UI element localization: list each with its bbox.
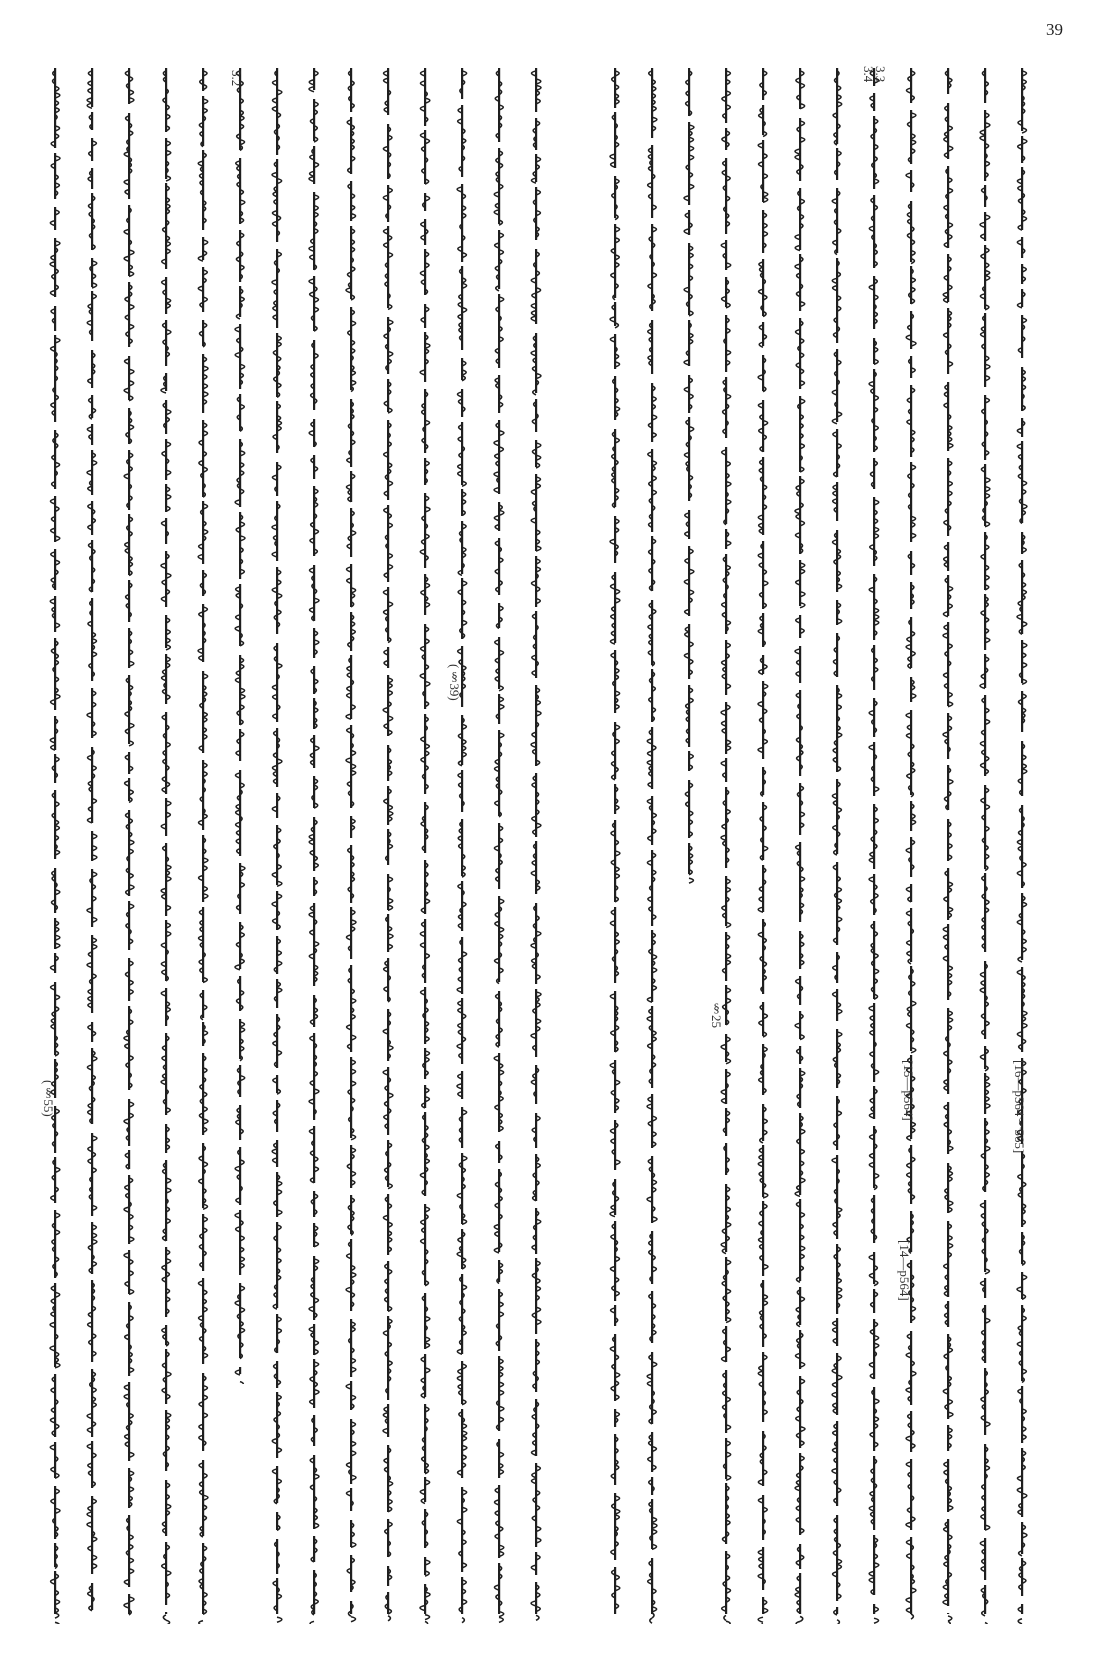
text-line (600, 64, 631, 1664)
text-line (373, 64, 404, 1664)
text-line (262, 64, 293, 1664)
text-line (521, 64, 552, 1664)
text-line (299, 64, 330, 1664)
right-text-column (600, 64, 1070, 1664)
reference-s25: §25 (709, 1000, 724, 1028)
text-line (447, 64, 478, 1664)
text-line (637, 64, 668, 1664)
text-line (114, 64, 145, 1664)
text-line (151, 64, 182, 1664)
text-line (970, 64, 1001, 1664)
text-line (896, 64, 927, 1664)
text-line (933, 64, 964, 1664)
page-number: 39 (1046, 20, 1063, 39)
reference-14: [14—p564] (897, 1240, 912, 1301)
text-line (188, 64, 219, 1664)
text-line (225, 64, 256, 1664)
text-line (336, 64, 367, 1664)
section-marker-3-2: 3.2 (229, 70, 244, 87)
reference-s39: (§39) (447, 664, 462, 701)
text-line (822, 64, 853, 1664)
text-line (785, 64, 816, 1664)
text-line (859, 64, 890, 1664)
section-marker-3-3: 3.3 (873, 66, 888, 83)
section-marker-3-4: 3.4 (861, 66, 876, 83)
text-line (748, 64, 779, 1664)
left-text-column (40, 64, 550, 1664)
reference-15: [15—p564] (901, 1060, 916, 1121)
text-line (711, 64, 742, 1664)
text-line (40, 64, 71, 1664)
text-line (484, 64, 515, 1664)
text-line (410, 64, 441, 1664)
text-line (77, 64, 108, 1664)
text-line (674, 64, 705, 1664)
text-line (1007, 64, 1038, 1664)
reference-16: [16—p564～565] (1012, 1060, 1027, 1154)
reference-s55: (§55) (41, 1080, 56, 1117)
